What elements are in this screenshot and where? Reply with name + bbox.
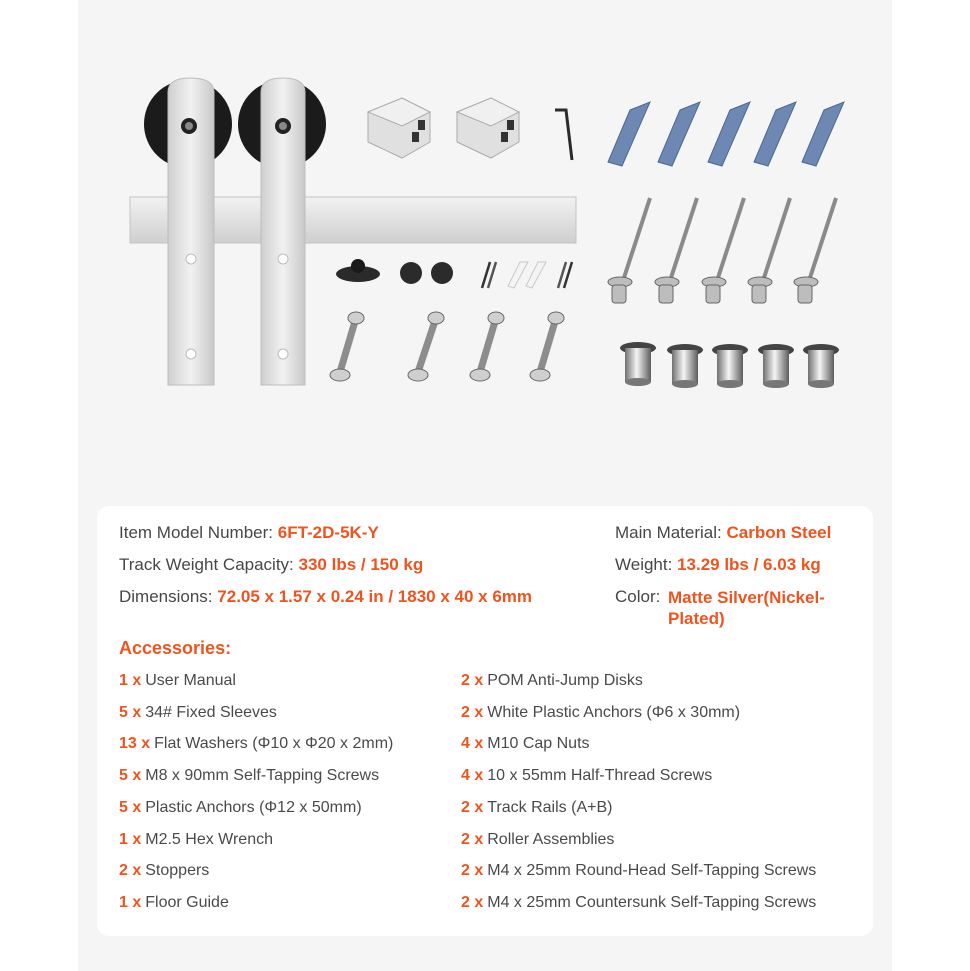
dimensions-row (119, 587, 532, 607)
color-value (668, 587, 868, 629)
self-tapping-screw-icon (620, 198, 650, 290)
accessory-right-item (461, 893, 816, 913)
accessory-name: Floor Guide (145, 893, 229, 911)
accessory-right-item (461, 861, 816, 881)
accessory-left-item (119, 830, 273, 850)
half-thread-screw-icon (418, 318, 436, 372)
accessory-left-item (119, 734, 393, 754)
anti-jump-disk-icon (431, 262, 453, 284)
accessory-left-item (119, 671, 236, 691)
half-thread-screw-icon (480, 318, 496, 372)
color-label: Color: (615, 587, 661, 606)
accessory-name: Roller Assemblies (487, 830, 615, 848)
accessory-name: User Manual (145, 672, 236, 689)
accessory-name: M10 Cap Nuts (487, 735, 590, 753)
fixed-sleeve-icon (803, 344, 839, 388)
color-value-line-2: Plated) (668, 609, 725, 628)
model-number-row (119, 523, 379, 543)
accessory-right-item (461, 830, 614, 850)
plastic-anchor-icon (708, 102, 750, 166)
fixed-sleeve-icon (620, 342, 656, 386)
accessory-name: Flat Washers (Φ10 x Φ20 x 2mm) (154, 735, 394, 753)
plastic-anchor-icon (802, 102, 844, 166)
accessory-name: M4 x 25mm Round-Head Self-Tapping Screws (487, 862, 817, 880)
color-row (615, 587, 660, 607)
accessory-name: M4 x 25mm Countersunk Self-Tapping Screws (487, 893, 817, 911)
accessory-name: M8 x 90mm Self-Tapping Screws (145, 767, 380, 785)
dimensions-value: 72.05 x 1.57 x 0.24 in / 1830 x 40 x 6mm (217, 587, 533, 606)
weight-label: Weight: (615, 555, 673, 574)
half-thread-screw-icon (540, 318, 556, 372)
stopper-icon (368, 98, 430, 158)
accessory-name: Stoppers (145, 862, 210, 880)
fixed-sleeve-icon (712, 344, 748, 388)
dimensions-label: Dimensions: (119, 587, 213, 606)
model-number-label: Item Model Number: (119, 523, 273, 542)
accessory-quantity: 5 x (119, 798, 142, 816)
capacity-value: 330 lbs / 150 kg (298, 555, 424, 574)
accessory-name: White Plastic Anchors (Φ6 x 30mm) (487, 703, 741, 721)
accessory-quantity: 5 x (119, 703, 142, 721)
capacity-row (119, 555, 423, 575)
self-tapping-screw-icon (667, 198, 697, 290)
hex-wrench-icon (555, 110, 572, 160)
accessory-left-item (119, 798, 362, 818)
material-row (615, 523, 831, 543)
plastic-anchor-icon (658, 102, 700, 166)
self-tapping-screw-icon (714, 198, 744, 290)
accessory-right-item (461, 703, 740, 723)
accessory-name: Track Rails (A+B) (487, 798, 613, 816)
capacity-label: Track Weight Capacity: (119, 555, 294, 574)
white-anchor-icon (508, 262, 528, 288)
accessory-name: Plastic Anchors (Φ12 x 50mm) (145, 798, 362, 816)
accessory-quantity: 5 x (119, 767, 142, 785)
model-number-value: 6FT-2D-5K-Y (277, 523, 379, 542)
accessory-quantity: 2 x (119, 862, 142, 880)
accessory-left-item (119, 861, 209, 881)
accessory-name: POM Anti-Jump Disks (487, 672, 643, 689)
accessory-left-item (119, 703, 277, 723)
accessory-right-item (461, 734, 590, 754)
plastic-anchor-icon (754, 102, 796, 166)
material-label: Main Material: (615, 523, 722, 542)
accessory-quantity: 13 x (119, 735, 151, 753)
accessory-quantity: 4 x (461, 767, 484, 785)
weight-row (615, 555, 821, 575)
accessory-quantity: 2 x (461, 798, 484, 816)
accessory-left-item (119, 766, 379, 786)
accessory-quantity: 1 x (119, 830, 142, 848)
fixed-sleeve-icon (758, 344, 794, 388)
accessory-right-item (461, 766, 712, 786)
anti-jump-disk-icon (400, 262, 422, 284)
fixed-sleeve-icon (667, 344, 703, 388)
accessory-name: 34# Fixed Sleeves (145, 703, 277, 721)
material-value: Carbon Steel (726, 523, 832, 542)
weight-value: 13.29 lbs / 6.03 kg (677, 555, 821, 574)
color-value-line-1: Matte Silver(Nickel- (668, 588, 825, 607)
accessory-name: M2.5 Hex Wrench (145, 830, 273, 848)
accessories-title: Accessories: (119, 638, 232, 658)
self-tapping-screw-icon (806, 198, 836, 290)
accessory-quantity: 2 x (461, 703, 484, 721)
floor-guide-icon (336, 259, 380, 282)
accessory-quantity: 2 x (461, 672, 484, 689)
accessory-quantity: 1 x (119, 893, 142, 911)
plastic-anchor-icon (608, 102, 650, 166)
accessory-quantity: 2 x (461, 830, 484, 848)
white-anchor-icon (526, 262, 546, 288)
half-thread-screw-icon (340, 318, 356, 372)
accessory-quantity: 4 x (461, 735, 484, 753)
accessory-quantity: 2 x (461, 893, 484, 911)
accessory-name: 10 x 55mm Half-Thread Screws (487, 767, 713, 785)
accessory-right-item (461, 671, 643, 691)
self-tapping-screw-icon (760, 198, 790, 290)
accessory-right-item (461, 798, 612, 818)
accessory-quantity: 2 x (461, 862, 484, 880)
stopper-icon (457, 98, 519, 158)
accessory-quantity: 1 x (119, 672, 142, 689)
accessory-left-item (119, 893, 229, 913)
